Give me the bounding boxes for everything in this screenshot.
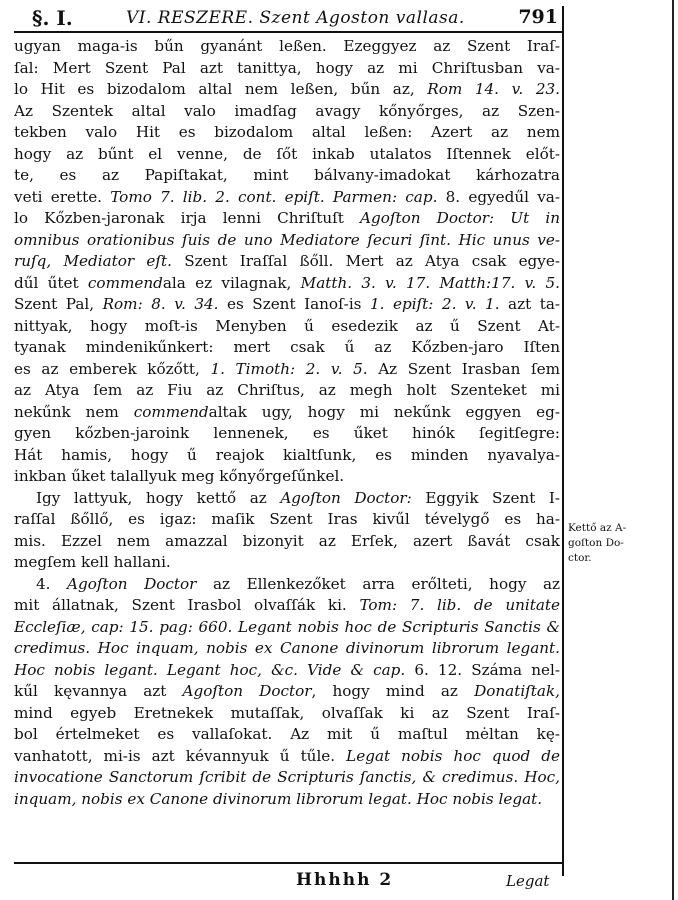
text-segment: mind egyeb Eretnekek mutaſſak, olvaſſak ki az Szent Iraſ- xyxy=(14,703,560,722)
text-segment: es az emberek kőzőtt, xyxy=(14,359,211,378)
signature-mark: Hhhhh 2 xyxy=(296,870,394,890)
header-rule xyxy=(14,31,562,33)
text-line xyxy=(14,660,560,682)
text-line xyxy=(14,359,560,381)
text-line xyxy=(14,122,560,144)
text-segment: Agoſton Doctor xyxy=(67,574,197,593)
text-line xyxy=(14,617,560,639)
text-line xyxy=(14,552,560,574)
text-segment: 4. xyxy=(36,574,68,593)
text-segment: commend xyxy=(87,273,163,292)
text-segment: vanhatott, mi-is azt kévannyuk ű tűle. xyxy=(14,746,347,765)
text-segment: Rom 14. v. 23. xyxy=(427,80,560,98)
text-segment: az Ellenkezőket arra erőlteti, hogy az xyxy=(196,574,560,593)
text-segment: tyanak mindenikűnkert: mert csak ű az Kőzben-jaro Iſten xyxy=(14,338,560,356)
page-number: 791 xyxy=(518,6,558,28)
text-segment: lo Hit es bizodalom altal nem leßen, bűn az, xyxy=(14,80,428,98)
margin-note-line: Kettő az A- xyxy=(568,522,627,534)
text-segment: hogy az bűnt el venne, de ſőt inkab utalatos Iſtennek előt- xyxy=(14,144,560,163)
text-line xyxy=(14,423,560,445)
text-line xyxy=(14,703,560,725)
text-segment: megſem kell hallani. xyxy=(14,553,171,571)
text-segment: Az Szentek altal valo imadſag avagy kőnyőrges, az Szen- xyxy=(14,101,560,120)
margin-rule xyxy=(562,6,564,876)
text-segment: omnibus orationibus ſuis de uno Mediatore ſecuri ſint. Hic unus ve- xyxy=(14,230,560,249)
text-segment: Rom: 8. v. 34. xyxy=(102,295,219,313)
text-segment: Legat nobis hoc quod de xyxy=(346,746,560,765)
text-line xyxy=(14,165,560,187)
text-line xyxy=(14,273,560,295)
text-line xyxy=(14,488,560,510)
text-segment: azt ta- xyxy=(499,295,560,313)
text-segment: Agoſton Doctor xyxy=(182,682,312,700)
text-segment: gyen kőzben-jaroink lennenek, es űket hinók ſegitſegre: xyxy=(14,424,560,442)
text-line xyxy=(14,746,560,768)
text-segment: dűl űtet xyxy=(14,273,88,292)
text-segment: kűl kęvannya azt xyxy=(14,682,183,700)
text-segment: Agoſton Doctor: Ut in xyxy=(360,209,560,227)
text-segment: Szent Pal, xyxy=(14,295,103,313)
text-segment: bol értelmeket es vallaſokat. Az mit ű maſtul mėltan kę- xyxy=(14,725,560,743)
text-segment: nekűnk nem xyxy=(14,402,134,421)
text-segment: Hát hamis, hogy ű reajok kialtſunk, es minden nyavalya- xyxy=(14,445,560,464)
text-line xyxy=(14,101,560,123)
text-segment: nittyak, hogy moſt-is Menyben ű esedezik az ű Szent At- xyxy=(14,316,560,335)
page-edge xyxy=(672,0,674,900)
section-mark: §. I. xyxy=(32,6,73,30)
text-segment: Eccleſiæ, cap: 15. pag: 660. Legant nobis hoc de Scripturis Sanctis & xyxy=(14,617,560,636)
text-segment: Matth. 3. v. 17. Matth:17. v. 5. xyxy=(300,273,560,292)
text-segment: tekben valo Hit es bizodalom altal leßen: Azert az nem xyxy=(14,123,560,141)
text-line xyxy=(14,638,560,660)
text-line xyxy=(14,574,560,596)
text-line xyxy=(14,294,560,316)
text-line xyxy=(14,724,560,746)
margin-note xyxy=(568,521,668,566)
text-segment: Igy lattyuk, hogy kettő az xyxy=(36,488,281,507)
text-line xyxy=(14,144,560,166)
text-line xyxy=(14,789,560,811)
text-segment: altak ugy, hogy mi nekűnk eggyen eg- xyxy=(208,402,560,421)
text-line xyxy=(14,445,560,467)
text-segment: 8. egyedűl va- xyxy=(437,187,560,206)
text-line xyxy=(14,531,560,553)
text-segment: credimus. Hoc inquam, nobis ex Canone divinorum librorum legant. xyxy=(14,639,560,657)
text-segment: , hogy mind az xyxy=(311,682,475,700)
text-segment: invocatione Sanctorum ſcribit de Scripturis ſanctis, & credimus. Hoc, xyxy=(14,768,560,786)
text-line xyxy=(14,595,560,617)
margin-note-line: ctor. xyxy=(568,552,592,564)
text-segment: mit állatnak, Szent Irasbol olvaſſák ki. xyxy=(14,596,360,614)
text-line xyxy=(14,230,560,252)
body-text xyxy=(14,36,560,810)
running-title: VI. RESZERE. Szent Agoston vallasa. xyxy=(126,8,465,28)
text-line xyxy=(14,187,560,209)
text-segment: raſſal ßőllő, es igaz: maſik Szent Iras kivűl tévelygő es ha- xyxy=(14,510,560,528)
text-segment: ala ez vilagnak, xyxy=(162,273,301,292)
text-line xyxy=(14,380,560,402)
running-header xyxy=(14,4,562,30)
text-segment: te, es az Papiſtakat, mint bálvany-imadokat kárhozatra xyxy=(14,166,560,184)
text-segment: Eggyik Szent I- xyxy=(411,488,560,507)
text-segment: 6. 12. Száma nel- xyxy=(405,660,560,679)
text-line xyxy=(14,337,560,359)
text-line xyxy=(14,208,560,230)
text-segment: es Szent Ianoſ-is xyxy=(218,295,370,313)
text-line xyxy=(14,767,560,789)
text-segment: lo Kőzben-jaronak irja lenni Chriſtuſt xyxy=(14,209,361,227)
text-segment: veti erette. xyxy=(14,187,111,206)
text-segment: ugyan maga-is bűn gyanánt leßen. Ezeggyez az Szent Iraſ- xyxy=(14,37,560,55)
margin-note-line: goſton Do- xyxy=(568,537,624,549)
text-line xyxy=(14,79,560,101)
text-segment: Donatiſtak, xyxy=(474,682,560,700)
text-segment: commend xyxy=(133,402,209,421)
text-line xyxy=(14,681,560,703)
text-segment: inquam, nobis ex Canone divinorum librorum legat. Hoc nobis legat. xyxy=(14,789,543,808)
text-segment: Tomo 7. lib. 2. cont. epiſt. Parmen: cap. xyxy=(110,187,438,206)
text-segment: 1. Timoth: 2. v. 5. xyxy=(210,359,368,378)
text-segment: Hoc nobis legant. Legant hoc, &c. Vide & cap. xyxy=(14,660,406,679)
text-line xyxy=(14,509,560,531)
text-line xyxy=(14,466,560,488)
text-line xyxy=(14,251,560,273)
text-segment: inkban űket talallyuk meg kőnyőrgeſűnkel. xyxy=(14,467,345,485)
text-segment: ſal: Mert Szent Pal azt tanittya, hogy az mi Chriſtusban va- xyxy=(14,58,560,77)
text-line xyxy=(14,58,560,80)
text-segment: az Atya ſem az Fiu az Chriſtus, az megh holt Szenteket mi xyxy=(14,381,560,399)
text-segment: mis. Ezzel nem amazzal bizonyit az Erſek, azert ßavát csak xyxy=(14,531,560,550)
footer-rule xyxy=(14,862,562,864)
text-segment: 1. epiſt: 2. v. 1. xyxy=(369,295,500,313)
text-segment: ruſq, Mediator eſt. xyxy=(14,252,172,270)
text-segment: Az Szent Irasban ſem xyxy=(367,359,560,378)
text-line xyxy=(14,316,560,338)
text-segment: Tom: 7. lib. de unitate xyxy=(359,596,560,614)
catchword: Legat xyxy=(506,872,550,890)
text-segment: Agoſton Doctor: xyxy=(280,488,412,507)
text-line xyxy=(14,402,560,424)
text-line xyxy=(14,36,560,58)
text-segment: Szent Iraſſal ßőll. Mert az Atya csak egye- xyxy=(171,252,560,270)
